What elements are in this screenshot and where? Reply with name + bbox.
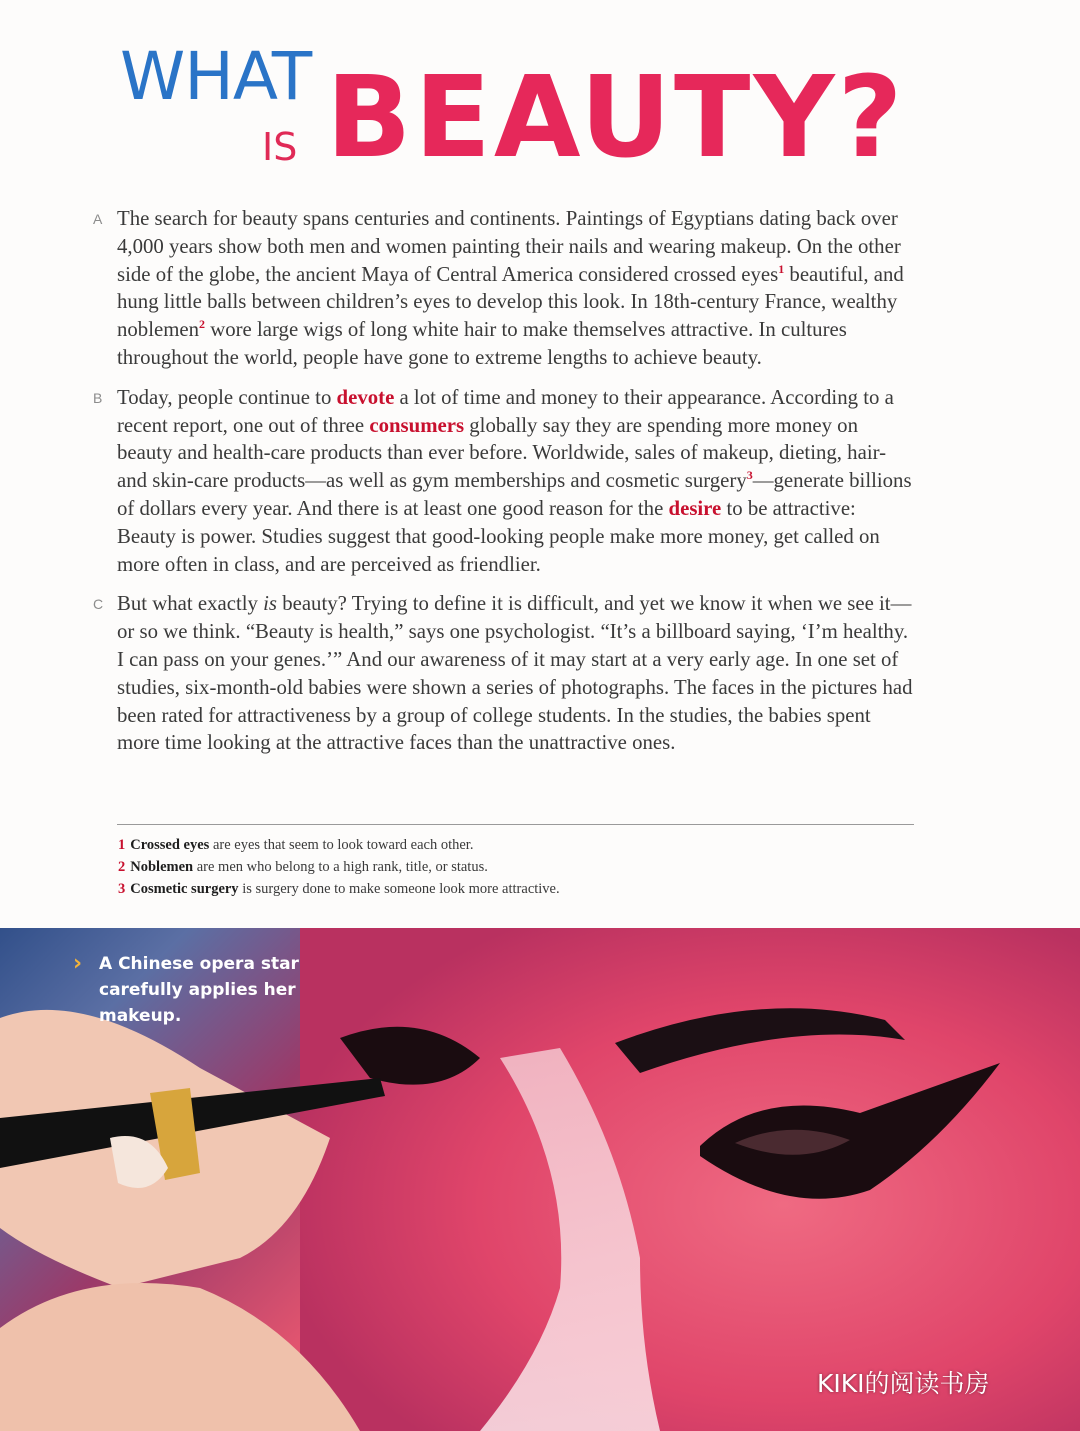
text-run: The search for beauty spans centuries and continents. Paintings of Egyptians dating back over 4,000 years show both men and women painting their nails and wearing makeup. On the other side of the globe, the ancient Maya of Central America considered crossed eyes: [117, 207, 901, 286]
page-title: [0, 0, 1080, 190]
paragraph-letter: B: [93, 389, 103, 406]
watermark: KIKI的阅读书房: [817, 1369, 990, 1398]
footnote-definition: are men who belong to a high rank, title, or status.: [193, 859, 488, 875]
footnote-term: Crossed eyes: [130, 837, 210, 853]
footnote-definition: are eyes that seem to look toward each other.: [209, 837, 474, 853]
title-is: IS: [262, 125, 298, 169]
photo-caption: A Chinese opera star carefully applies her makeup.: [99, 954, 299, 1026]
footnote-term: Cosmetic surgery: [130, 881, 239, 897]
paragraph-a: [93, 205, 917, 372]
article-body: [0, 205, 1080, 769]
footnote-marker: 2: [199, 317, 206, 332]
title-beauty: BEAUTY?: [326, 53, 906, 183]
footnote-number: 1: [118, 837, 126, 853]
text-run: to be attractive: Beauty is power. Studies suggest that good-looking people make more money, get called on more often in class, and are perceived as friendlier.: [117, 496, 880, 576]
paragraph-text: [117, 590, 917, 757]
caption-chevron-icon: ›: [73, 951, 83, 976]
text-run: globally say they are spending more money on beauty and health-care products than ever before. Worldwide, sales of makeup, dieting, hair- and skin-care products—as well as gym memberships and cosmetic surgery: [117, 413, 887, 493]
footnotes: [118, 834, 918, 900]
paragraph-letter: A: [93, 211, 103, 227]
text-run: But what exactly: [117, 592, 264, 616]
paragraph-text: [117, 384, 917, 579]
text-run: beauty? Trying to define it is difficult, and yet we know it when we see it—or so we think. “Beauty is health,” says one psychologist. “It’s a billboard saying, ‘I’m healthy. I can pass on your genes.’” And our awareness of it may start at a very early age. In one set of studies, six-month-old babies were shown a series of photographs. The faces in the pictures had been rated for attractiveness by a group of college students. In the studies, the babies spent more time looking at the attractive faces than the unattractive ones.: [117, 592, 913, 755]
face-skin: [300, 928, 1080, 1431]
footnote-definition: is surgery done to make someone look more attractive.: [238, 881, 560, 897]
paragraph-b: [93, 384, 917, 579]
text-run: beautiful, and hung little balls between children’s eyes to develop this look. In 18th-century France, wealthy noblemen: [117, 262, 904, 342]
footnote-divider: [117, 824, 914, 825]
footnote-term: Noblemen: [130, 859, 194, 875]
text-run: wore large wigs of long white hair to make themselves attractive. In cultures throughout the world, people have gone to extreme lengths to achieve beauty.: [117, 318, 847, 369]
text-run: Today, people continue to: [117, 385, 337, 409]
footnote-3: [118, 878, 918, 900]
paragraph-c: [93, 590, 917, 757]
vocabulary-word: desire: [668, 496, 722, 520]
paragraph-text: [117, 205, 917, 372]
emphasis-text: is: [263, 592, 277, 616]
footnote-1: [118, 834, 918, 856]
footnote-2: [118, 856, 918, 878]
footnote-number: 3: [118, 881, 126, 897]
paragraph-letter: C: [93, 596, 104, 613]
text-run: —generate billions of dollars every year. And there is at least one good reason for the: [117, 469, 912, 520]
vocabulary-word: devote: [336, 385, 395, 409]
footnote-marker: 3: [746, 468, 753, 483]
text-run: a lot of time and money to their appearance. According to a recent report, one out of three: [117, 385, 894, 437]
vocabulary-word: consumers: [369, 413, 465, 437]
footnote-marker: 1: [778, 261, 785, 276]
footnote-number: 2: [118, 859, 126, 875]
title-what: WHAT: [120, 38, 312, 115]
